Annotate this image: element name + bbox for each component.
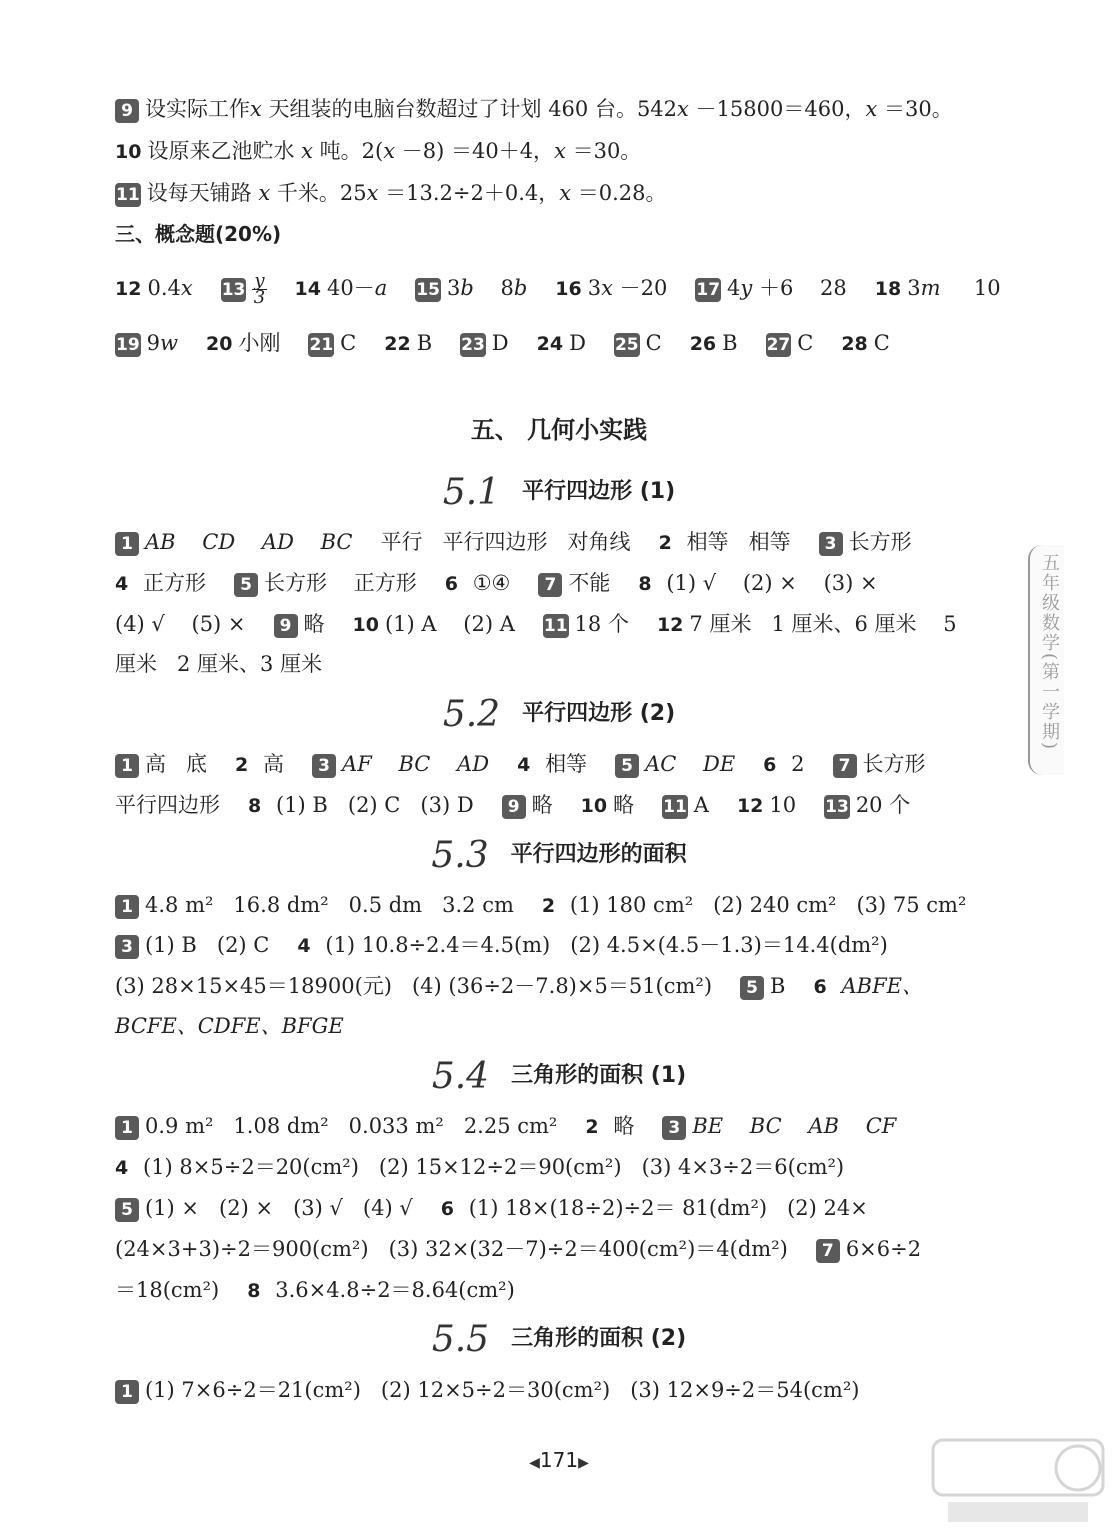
answer-line: 3 (1) B (2) C 4 (1) 10.8÷2.4＝4.5(m) (2) 4.5×(4.5－1.3)＝14.4(dm²) [115, 930, 916, 961]
subsection-number: 5.5 [431, 1319, 490, 1360]
answer-line: 10 设原来乙池贮水 x 吨。2(x －8) ＝40＋4，x ＝30。 [115, 139, 642, 163]
subsection-number: 5.1 [442, 472, 501, 513]
answer-line: 1 (1) 7×6÷2＝21(cm²) (2) 12×5÷2＝30(cm²) (3) 12×9÷2＝54(cm²) [115, 1375, 887, 1405]
answer-line: 19 9w 20 小刚 21 C 22 B 23 D 24 D 25 C 26 B 27 C 28 C [116, 331, 890, 355]
subsection-heading-5-5 [0, 1319, 1118, 1360]
subsection-title: 平行四边形 (1) [522, 479, 676, 504]
answer-line: 平行四边形 8 (1) B (2) C (3) D 9 略 10 略 11 A 12 10 13 20 个 [115, 793, 911, 817]
left-triangle-icon: ◀ [529, 1455, 540, 1471]
section-title: 五、 几何小实践 [470, 416, 648, 444]
answer-line: ＝18(cm²) 8 3.6×4.8÷2＝8.64(cm²) [115, 1278, 515, 1302]
subsection-heading-5-1 [0, 472, 1118, 513]
right-triangle-icon: ▶ [578, 1455, 589, 1471]
answer-line: 4 正方形 5 长方形 正方形 6 ①④ 7 不能 8 (1) √ (2) × (3) × [115, 571, 878, 595]
answer-line: 三、概念题(20%) [115, 222, 282, 246]
subsection-heading-5-2 [0, 694, 1118, 735]
answer-line: 1 0.9 m² 1.08 dm² 0.033 m² 2.25 cm² 2 略 3 BE BC AB CF [115, 1111, 924, 1142]
subsection-number: 5.3 [431, 835, 489, 876]
subsection-heading-5-4 [0, 1056, 1118, 1097]
subsection-title: 三角形的面积 (2) [511, 1326, 687, 1351]
answer-line: 11 设每天铺路 x 千米。25x ＝13.2÷2＋0.4，x ＝0.28。 [116, 181, 667, 205]
subsection-heading-5-3 [0, 835, 1118, 876]
subsection-number: 5.2 [442, 694, 501, 735]
answer-line: 1 4.8 m² 16.8 dm² 0.5 dm 3.2 cm 2 (1) 180 cm² (2) 240 cm² (3) 75 cm² [115, 890, 994, 921]
answer-line: (3) 28×15×45＝18900(元) (4) (36÷2－7.8)×5＝51(cm²) 5 B 6 ABFE、 [115, 974, 923, 998]
subsection-number: 5.4 [431, 1056, 490, 1097]
answer-line: 4 (1) 8×5÷2＝20(cm²) (2) 15×12÷2＝90(cm²) (3) 4×3÷2＝6(cm²) [115, 1155, 845, 1179]
subsection-title: 三角形的面积 (1) [511, 1063, 687, 1088]
watermark-logo [928, 1430, 1108, 1530]
answer-line: 1 AB CD AD BC 平行 平行四边形 对角线 2 相等 相等 3 长方形 [115, 527, 940, 558]
answer-line: (4) √ (5) × 9 略 10 (1) A (2) A 11 18 个 12 7 厘米 1 厘米、6 厘米 5 [115, 612, 957, 636]
side-tab [1028, 545, 1064, 775]
subsection-title: 平行四边形 (2) [522, 701, 676, 726]
answer-line: BCFE、CDFE、BFGE [115, 1014, 344, 1038]
answer-line: 9 设实际工作x 天组装的电脑台数超过了计划 460 台。542x －15800＝460，x ＝30。 [115, 94, 953, 124]
answer-line: 厘米 2 厘米、3 厘米 [115, 652, 323, 676]
answer-line: (24×3+3)÷2＝900(cm²) (3) 32×(32－7)÷2＝400(cm²)＝4(dm²) 7 6×6÷2 [115, 1237, 922, 1261]
side-tab-label: 五年级数学(第一学期) [1039, 553, 1060, 752]
answer-line: 12 0.4x 13 $\frac{y}{3}$ 14 40－a 15 3b 8b 16 3x －20 17 4y ＋6 28 18 3m 10 [115, 270, 1001, 308]
answer-line: 5 (1) × (2) × (3) √ (4) √ 6 (1) 18×(18÷2)÷2＝ 81(dm²) (2) 24× [115, 1193, 896, 1224]
subsection-title: 平行四边形的面积 [510, 842, 687, 867]
answer-line: 1 高 底 2 高 3 AF BC AD 4 相等 5 AC DE 6 2 7 长方形 [115, 749, 954, 780]
page-number-text: 171 [539, 1448, 579, 1472]
